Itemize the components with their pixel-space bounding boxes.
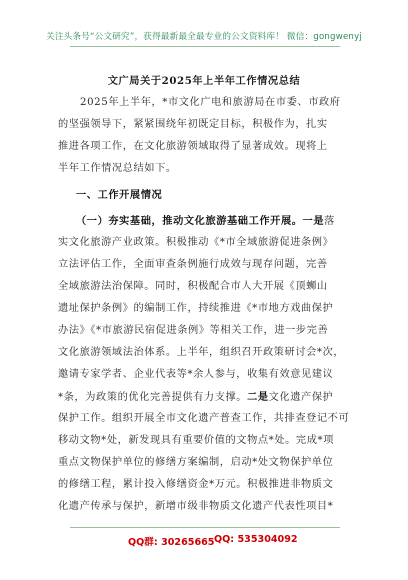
body-line: 重点文物保护单位的修缮方案编制，启动*处文物保护单位 <box>58 457 334 468</box>
body-line: 办法》《*市旅游民宿促进条例》等相关工作，进一步完善 <box>58 325 329 336</box>
body-line: 移动文物*处，新发现具有重要价值的文物点*处。完成*项 <box>58 435 334 446</box>
body-line: 实文化旅游产业政策。积极推动《*市全域旅游促进条例》 <box>58 237 334 248</box>
body-line: 2025年上半年，*市文化广电和旅游局在市委、市政府 <box>80 97 341 108</box>
body-line-text: *条，为政策的优化完善提供有力支撑。 <box>58 392 248 403</box>
paragraph-lead-bold: （一）夯实基础，推动文化旅游基础工作开展。 <box>76 215 303 227</box>
footer <box>0 534 408 550</box>
body-line: 文化旅游领域法治体系。上半年，组织召开政策研讨会*次， <box>58 347 345 358</box>
body-line: 全域旅游法治保障。同时，积极配合市人大开展《顶蛳山 <box>58 281 328 292</box>
header-divider <box>70 46 340 47</box>
body-line: 遗址保护条例》的编制工作，持续推进《*市地方戏曲保护 <box>58 303 334 314</box>
qq-group-number: QQ群: 30265665 <box>128 537 215 548</box>
body-line: 邀请专家学者、企业代表等*余人参与，收集有效意见建议 <box>58 369 334 380</box>
paragraph-lead-bold: 二是 <box>247 391 269 403</box>
section-heading: 一、工作开展情况 <box>76 189 163 201</box>
body-line: 推进各项工作，在文化旅游领域取得了显著成效。现将上 <box>58 141 328 152</box>
paragraph-lead-bold-2: 一是 <box>302 215 325 227</box>
body-line: 的修缮工程，累计投入修缮资金*万元。积极推进非物质文 <box>58 479 334 490</box>
promo-banner: 关注头条号“公文研究”，获得最新最全最专业的公文资料库！ 微信：gongwenyj <box>46 32 362 42</box>
body-line: 保护工作。组织开展全市文化遗产普查工作，共排查登记不可 <box>58 413 350 424</box>
body-line: 化遗产传承与保护，新增市级非物质文化遗产代表性项目* <box>58 501 334 512</box>
paragraph-lead-end: 落 <box>324 216 335 227</box>
paragraph-lead <box>76 210 378 232</box>
document-title: 文广局关于2025年上半年工作情况总结 <box>107 75 301 87</box>
qq-number: QQ: 535304092 <box>214 534 298 545</box>
body-line <box>58 386 360 408</box>
paragraph-lead-tail: 文化遗产保护 <box>268 392 334 403</box>
body-line: 立法评估工作，全面审查条例施行成效与现存问题，完善 <box>58 259 328 270</box>
body-line: 半年工作情况总结如下。 <box>58 163 177 174</box>
body-line: 的坚强领导下，紧紧围绕年初既定目标，积极作为，扎实 <box>58 119 328 130</box>
footer-divider <box>70 527 340 528</box>
